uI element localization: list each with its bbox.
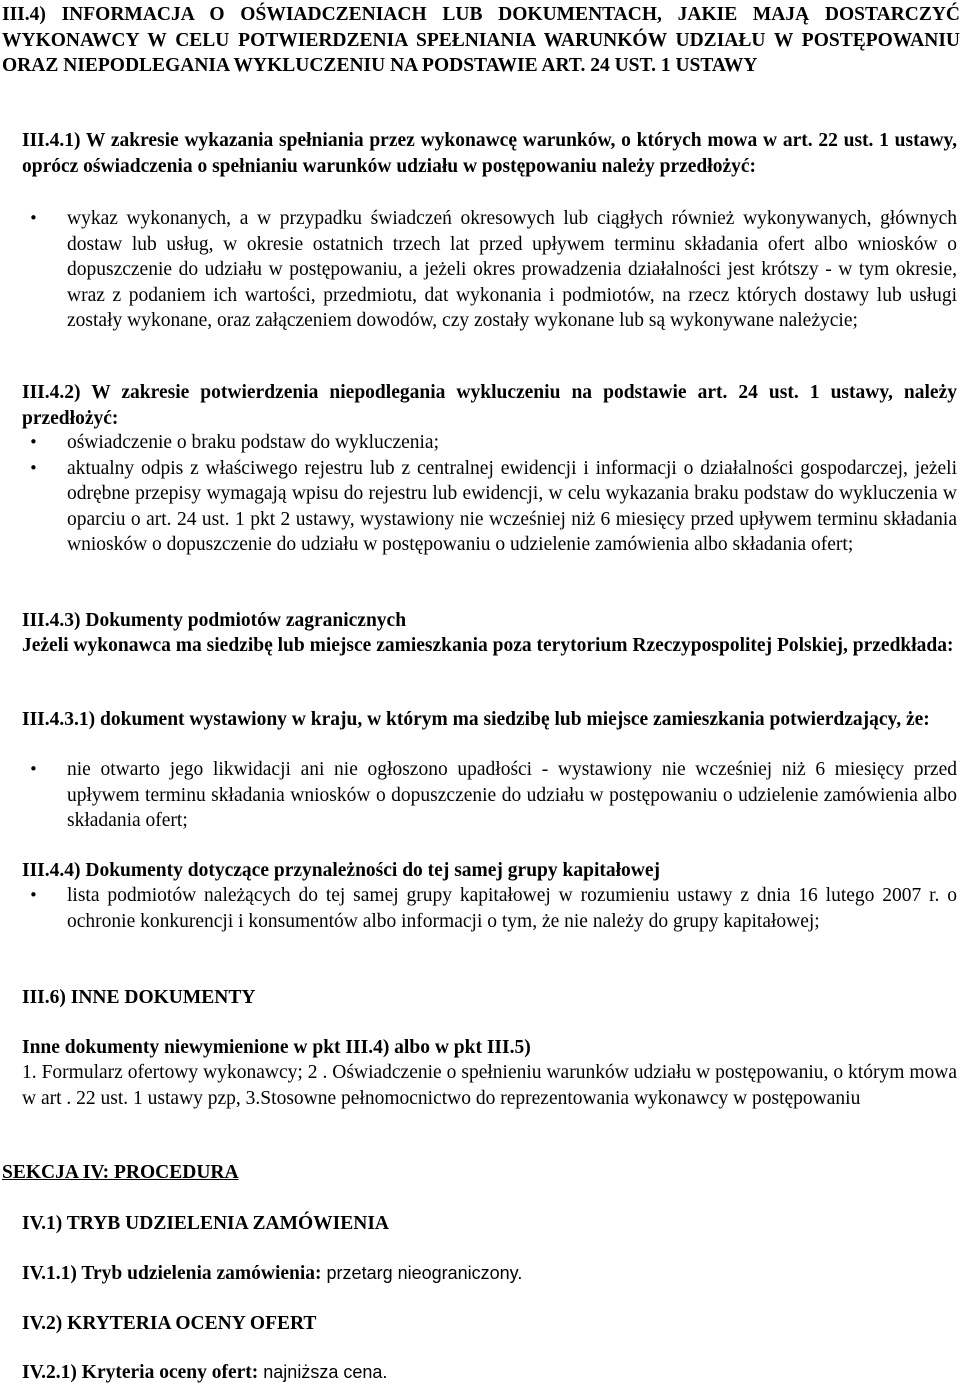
iv21-value: najniższa cena. <box>258 1362 388 1382</box>
section-III6-subheading: Inne dokumenty niewymienione w pkt III.4) albo w pkt III.5) <box>22 1037 531 1058</box>
section-III42-heading: III.4.2) W zakresie potwierdzenia niepodlegania wykluczeniu na podstawie art. 24 ust. 1 ustawy, należy przedłożyć: <box>22 382 957 429</box>
list-item: • lista podmiotów należących do tej samej grupy kapitałowej w rozumieniu ustawy z dnia 16 lutego 2007 r. o ochronie konkurencji i konsumentów albo informacji o tym, że nie należy do grupy kapitałowej; <box>22 883 957 934</box>
iv11-value: przetarg nieograniczony. <box>321 1263 523 1283</box>
section-III44-heading: III.4.4) Dokumenty dotyczące przynależności do tej samej grupy kapitałowej <box>22 860 661 881</box>
section-III6-text: 1. Formularz ofertowy wykonawcy; 2 . Oświadczenie o spełnieniu warunków udziału w postępowaniu, o którym mowa w art . 22 ust. 1 ustawy pzp, 3.Stosowne pełnomocnictwo do reprezentowania wykonawcy w postępowaniu <box>22 1062 957 1109</box>
section-III4-heading: III.4) INFORMACJA O OŚWIADCZENIACH LUB DOKUMENTACH, JAKIE MAJĄ DOSTARCZYĆ WYKONAWCY W CELU POTWIERDZENIA SPEŁNIANIA WARUNKÓW UDZIAŁU W POSTĘPOWANIU ORAZ NIEPODLEGANIA WYKLUCZENIU NA PODSTAWIE ART. 24 UST. 1 USTAWY <box>2 4 960 76</box>
section-III42-list <box>22 430 957 558</box>
iv21-label: IV.2.1) Kryteria oceny ofert: <box>22 1362 259 1383</box>
section-IV11 <box>22 1261 957 1287</box>
list-item: • aktualny odpis z właściwego rejestru lub z centralnej ewidencji i informacji o działalności gospodarczej, jeżeli odrębne przepisy wymagają wpisu do rejestru lub ewidencji, w celu wykazania braku podstaw do wykluczenia w oparciu o art. 24 ust. 1 pkt 2 ustawy, wystawiony nie wcześniej niż 6 miesięcy przed upływem terminu składania wniosków o dopuszczenie do udziału w postępowaniu o udzielenie zamówienia albo składania ofert; <box>22 456 957 558</box>
list-item: • nie otwarto jego likwidacji ani nie ogłoszono upadłości - wystawiony nie wcześniej niż 6 miesięcy przed upływem terminu składania wniosków o dopuszczenie do udziału w postępowaniu o udzielenie zamówienia albo składania ofert; <box>22 757 957 834</box>
iv11-label: IV.1.1) Tryb udzielenia zamówienia: <box>22 1263 322 1284</box>
section-III43-subheading: Jeżeli wykonawca ma siedzibę lub miejsce zamieszkania poza terytorium Rzeczypospolitej Polskiej, przedkłada: <box>22 635 954 656</box>
section-III41-heading: III.4.1) W zakresie wykazania spełniania przez wykonawcę warunków, o których mowa w art. 22 ust. 1 ustawy, oprócz oświadczenia o spełnianiu warunków udziału w postępowaniu należy przedłożyć: <box>22 130 957 177</box>
section-III6-heading: III.6) INNE DOKUMENTY <box>22 987 256 1008</box>
list-item: • wykaz wykonanych, a w przypadku świadczeń okresowych lub ciągłych również wykonywanych, głównych dostaw lub usług, w okresie ostatnich trzech lat przed upływem terminu składania ofert albo wniosków o dopuszczenie do udziału w postępowaniu, a jeżeli okres prowadzenia działalności jest krótszy - w tym okresie, wraz z podaniem ich wartości, przedmiotu, dat wykonania i podmiotów, na rzecz których dostawy lub usługi zostały wykonane, oraz załączeniem dowodów, czy zostały wykonane lub są wykonywane należycie; <box>22 206 957 334</box>
section-IV-heading: SEKCJA IV: PROCEDURA <box>2 1162 239 1183</box>
list-item: • oświadczenie o braku podstaw do wykluczenia; <box>22 430 957 456</box>
section-IV2-heading: IV.2) KRYTERIA OCENY OFERT <box>22 1313 317 1334</box>
section-III431-heading: III.4.3.1) dokument wystawiony w kraju, w którym ma siedzibę lub miejsce zamieszkania potwierdzający, że: <box>22 709 930 730</box>
section-III41-list <box>22 206 957 334</box>
section-IV21 <box>22 1360 957 1386</box>
section-III44-list <box>22 883 957 934</box>
section-III43-heading: III.4.3) Dokumenty podmiotów zagranicznych <box>22 610 407 631</box>
section-III431-list <box>22 757 957 834</box>
section-IV1-heading: IV.1) TRYB UDZIELENIA ZAMÓWIENIA <box>22 1213 390 1234</box>
